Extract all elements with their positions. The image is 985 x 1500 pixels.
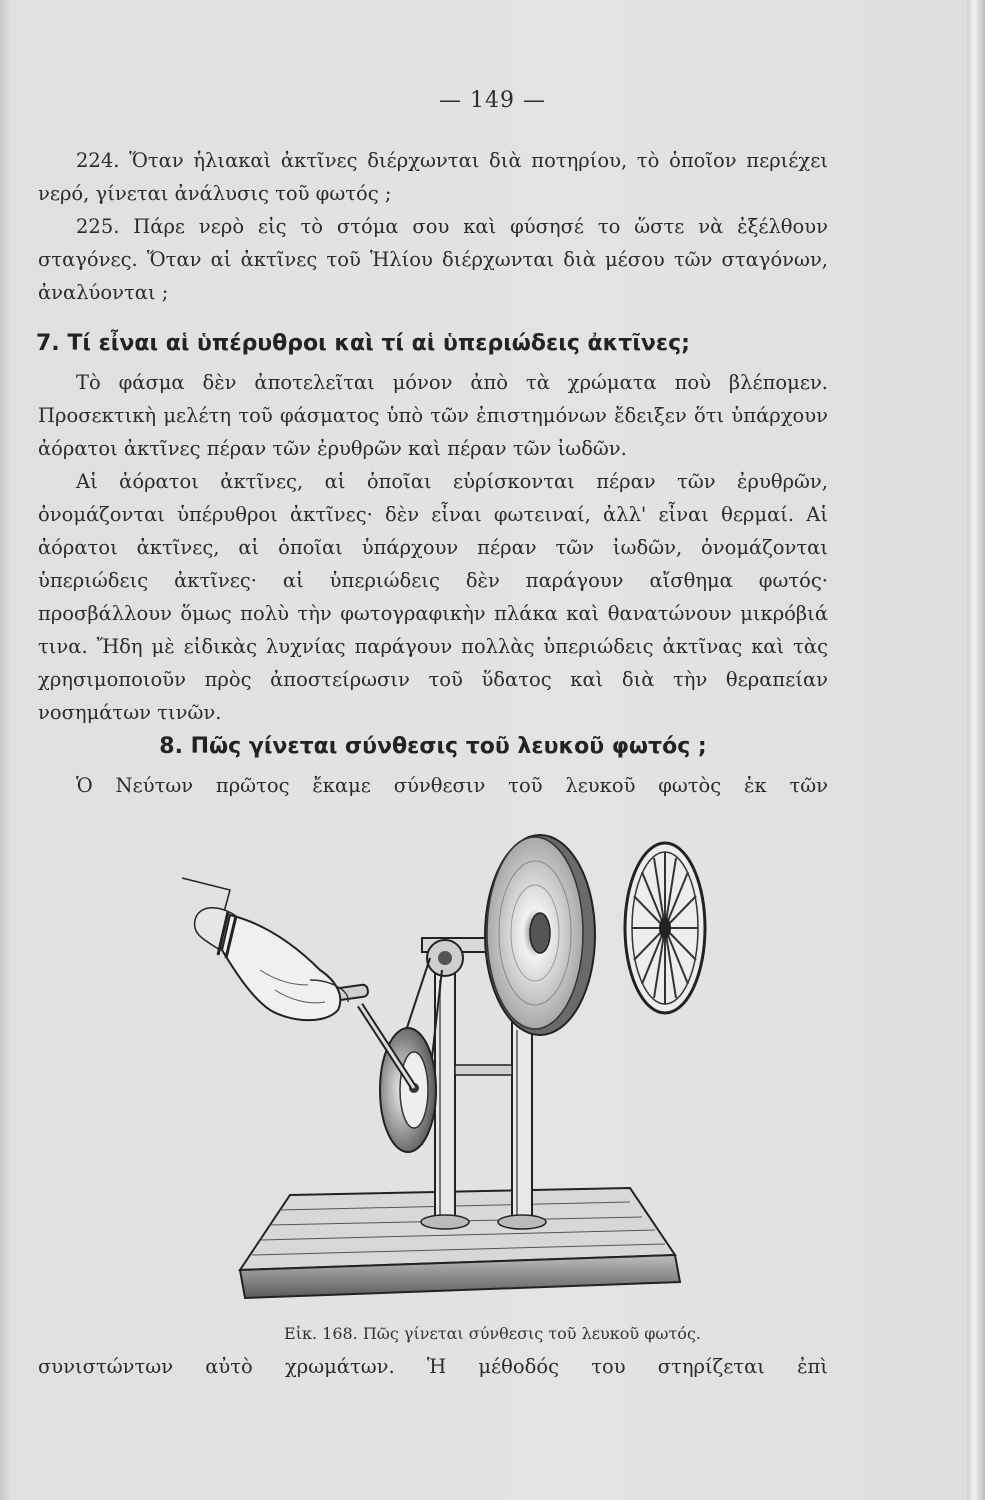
section-7-heading: 7. Τί εἶναι αἱ ὑπέρυθροι καὶ τί αἱ ὑπεριώδεις ἀκτῖνες; — [36, 331, 690, 356]
section-7-paragraph-1: Τὸ φάσμα δὲν ἀποτελεῖται μόνον ἀπὸ τὰ χρώματα ποὺ βλέπομεν. Προσεκτικὴ μελέτη τοῦ φάσματος ὑπὸ τῶν ἐπιστημόνων ἔδειξεν ὅτι ὑπάρχουν ἀόρατοι ἀκτῖνες πέραν τῶν ἐρυθρῶν καὶ πέραν τῶν ἰωδῶν. — [38, 371, 828, 460]
base-board — [240, 1188, 680, 1298]
hand — [182, 878, 348, 1020]
newton-disc-apparatus-illustration — [160, 830, 720, 1320]
page-edge — [967, 0, 985, 1500]
section-7 — [38, 322, 828, 729]
paragraph-225: 225. Πάρε νερὸ εἰς τὸ στόμα σου καὶ φύσησέ το ὥστε νὰ ἐξέλθουν σταγόνες. Ὅταν αἱ ἀκτῖνες τοῦ Ἡλίου διέρχωνται διὰ μέσου τῶν σταγόνων, ἀναλύονται ; — [38, 215, 828, 304]
page-number: — 149 — — [439, 88, 546, 113]
large-colour-disc — [485, 835, 595, 1035]
section-8-paragraph-start: Ὁ Νεύτων πρῶτος ἔκαμε σύνθεσιν τοῦ λευκοῦ φωτὸς ἐκ τῶν — [76, 774, 828, 797]
section-8 — [38, 725, 828, 802]
section-8-paragraph-continued: συνιστώντων αὐτὸ χρωμάτων. Ἡ μέθοδός του στηρίζεται ἐπὶ — [38, 1355, 828, 1378]
section-7-paragraph-2: Αἱ ἀόρατοι ἀκτῖνες, αἱ ὁποῖαι εὑρίσκονται πέραν τῶν ἐρυθρῶν, ὀνομάζονται ὑπέρυθροι ἀκτῖνες· δὲν εἶναι φωτειναί, ἀλλ' εἶναι θερμαί. Αἱ ἀόρατοι ἀκτῖνες, αἱ ὁποῖαι ὑπάρχουν πέραν τῶν ἰωδῶν, ὀνομάζονται ὑπεριώδεις ἀκτῖνες· αἱ ὑπεριώδεις δὲν παράγουν αἴσθημα φωτός· προσβάλλουν ὅμως πολὺ τὴν φωτογραφικὴν πλάκα καὶ θανατώνουν μικρόβιά τινα. Ἤδη μὲ εἰδικὰς λυχνίας παράγουν πολλὰς ὑπεριώδεις ἀκτῖνας καὶ τὰς χρησιμοποιοῦν πρὸς ἀποστείρωσιν τοῦ ὕδατος καὶ διὰ τὴν θεραπείαν νοσημάτων τινῶν. — [38, 470, 828, 724]
section-8-heading: 8. Πῶς γίνεται σύνθεσις τοῦ λευκοῦ φωτός ; — [159, 734, 707, 759]
spoked-colour-disc — [625, 843, 705, 1013]
paragraph-224: 224. Ὅταν ἡλιακαὶ ἀκτῖνες διέρχωνται διὰ ποτηρίου, τὸ ὁποῖον περιέχει νερό, γίνεται ἀνάλυσις τοῦ φωτός ; — [38, 149, 828, 205]
figure-caption: Εἰκ. 168. Πῶς γίνεται σύνθεσις τοῦ λευκοῦ φωτός. — [284, 1324, 701, 1343]
questions-block — [38, 144, 828, 309]
